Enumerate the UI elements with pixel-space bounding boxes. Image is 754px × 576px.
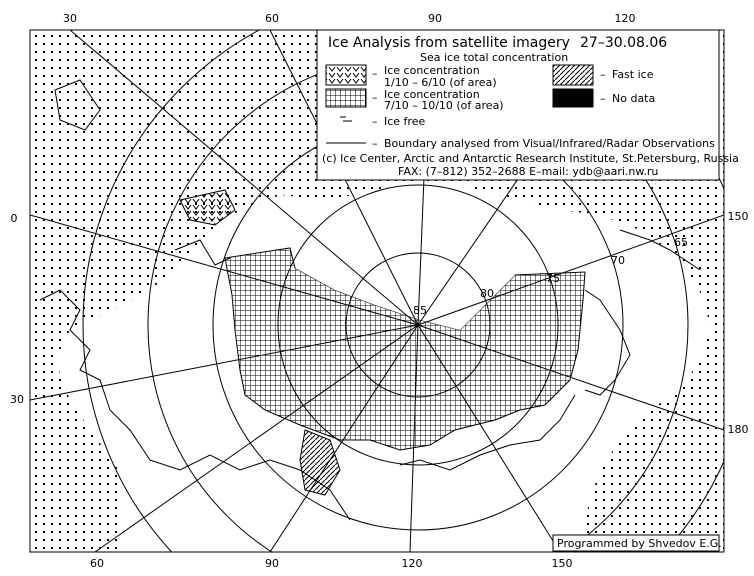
lon-label-bottom-2: 90: [265, 557, 279, 570]
legend-item-nodata: No data: [612, 92, 656, 105]
lon-label-bottom-3: 120: [401, 557, 423, 570]
legend: [317, 30, 739, 180]
legend-title: Ice Analysis from satellite imagery: [328, 35, 570, 51]
legend-swatch-fast-ice: [553, 65, 593, 85]
legend-item-high-line1: Ice concentration: [384, 88, 480, 101]
legend-institute: (c) Ice Center, Arctic and Antarctic Research Institute, St.Petersburg, Russia: [322, 152, 739, 165]
legend-dates: 27–30.08.06: [580, 35, 668, 51]
lon-label-top-1: 30: [63, 12, 77, 25]
lon-label-top-4: 120: [614, 12, 636, 25]
lon-label-right-1: 150: [727, 210, 749, 223]
legend-subtitle: Sea ice total concentration: [420, 51, 569, 64]
lat-label-85: 85: [413, 304, 427, 317]
legend-contact: FAX: (7–812) 352–2688 E–mail: ydb@aari.nw.ru: [398, 165, 659, 178]
lat-label-80: 80: [480, 287, 494, 300]
lat-label-75: 75: [546, 272, 560, 285]
credit-text: Programmed by Shvedov E.G.: [557, 537, 722, 550]
lon-label-left-1: 0: [10, 212, 18, 225]
legend-swatch-low: [326, 65, 366, 85]
legend-swatch-high: [326, 89, 366, 107]
legend-item-low-dash: –: [372, 67, 378, 80]
lon-label-top-2: 60: [265, 12, 279, 25]
legend-item-high-line2: 7/10 – 10/10 (of area): [384, 99, 504, 112]
lon-label-right-2: 180: [727, 423, 749, 436]
legend-item-icefree-dash: –: [372, 115, 378, 128]
legend-item-boundary: Boundary analysed from Visual/Infrared/Radar Observations: [384, 137, 715, 150]
lat-label-65: 65: [674, 236, 688, 249]
lon-label-bottom-4: 150: [551, 557, 573, 570]
legend-swatch-no-data: [553, 89, 593, 107]
legend-item-fastice: Fast ice: [612, 68, 654, 81]
lon-label-top-3: 90: [428, 12, 442, 25]
legend-item-icefree: Ice free: [384, 115, 426, 128]
legend-item-low-line2: 1/10 – 6/10 (of area): [384, 76, 497, 89]
lat-label-70: 70: [611, 254, 625, 267]
legend-item-high-dash: –: [372, 91, 378, 104]
lon-label-bottom-1: 60: [90, 557, 104, 570]
legend-item-fastice-dash: –: [600, 68, 606, 81]
lon-label-left-2: 30: [10, 393, 24, 406]
legend-item-nodata-dash: –: [600, 92, 606, 105]
legend-item-boundary-dash: –: [372, 137, 378, 150]
legend-item-low-line1: Ice concentration: [384, 64, 480, 77]
